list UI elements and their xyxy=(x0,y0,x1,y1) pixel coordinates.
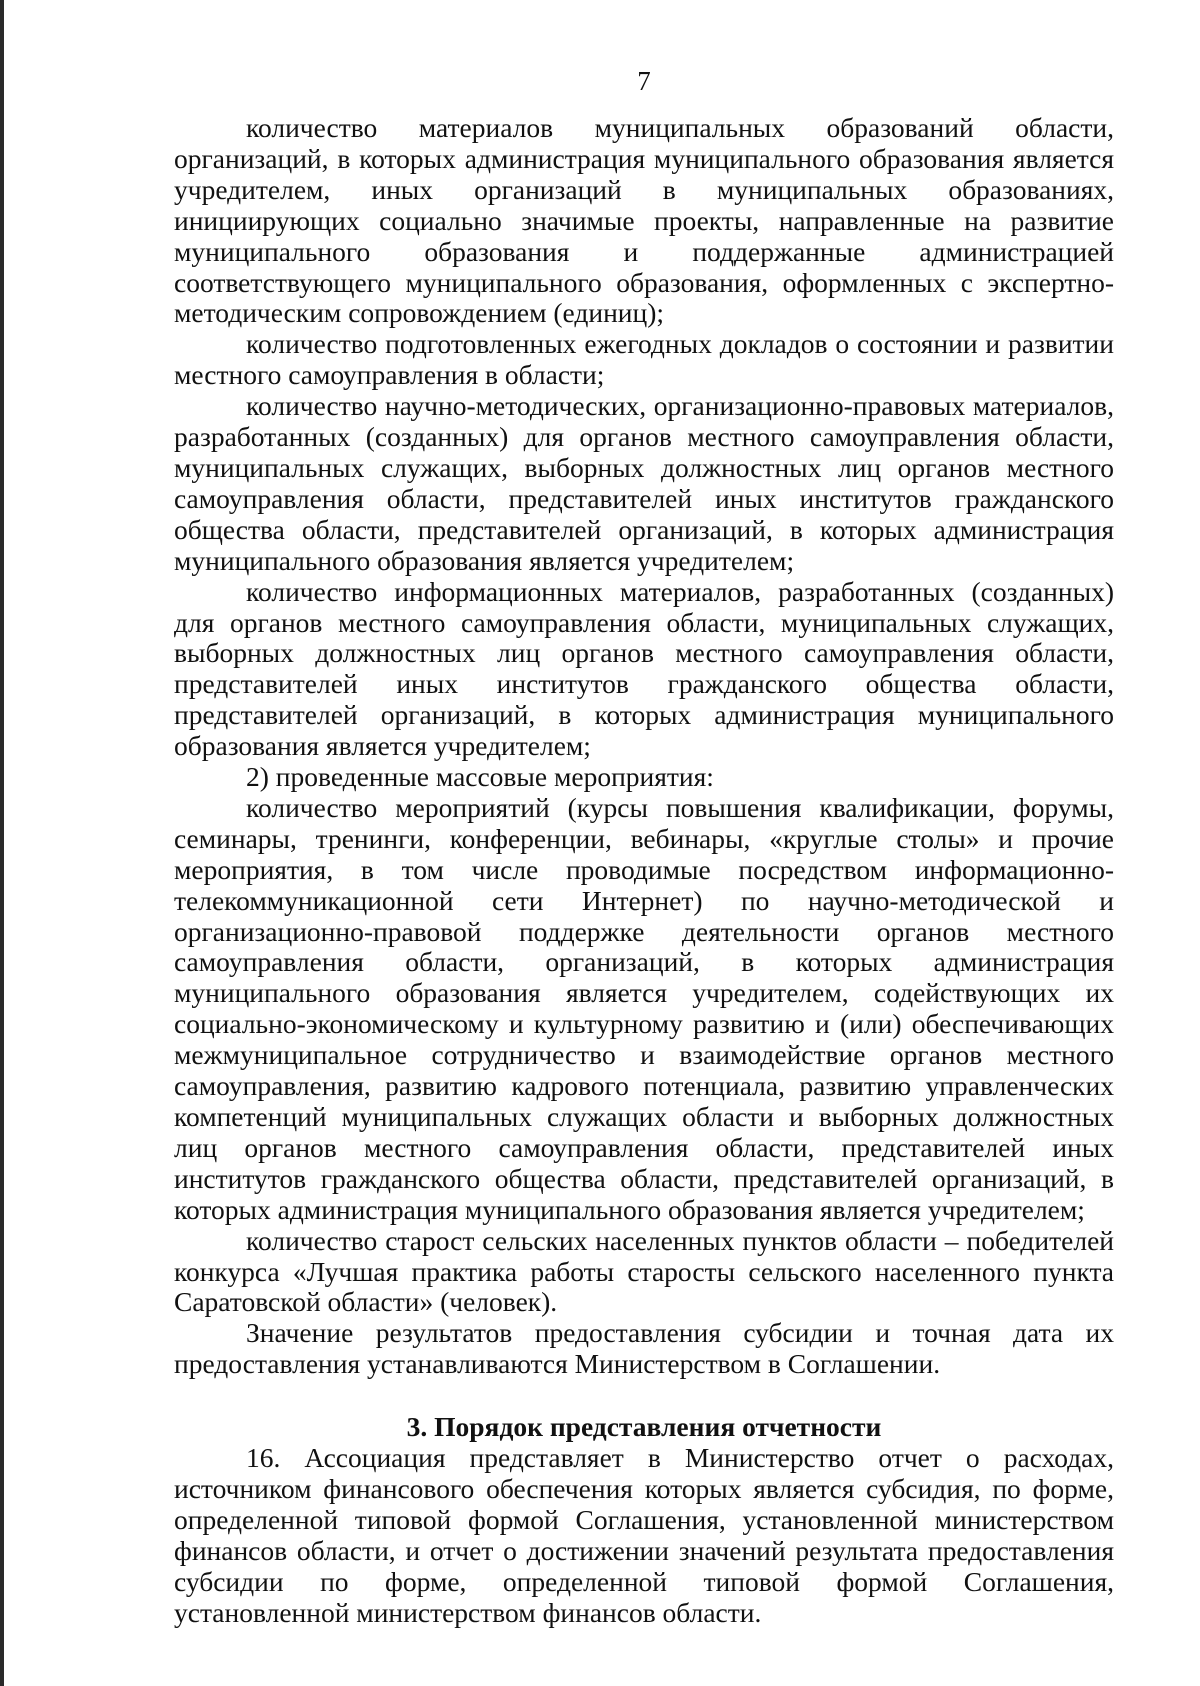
paragraph-results-value: Значение результатов предоставления субсидии и точная дата их предоставления устанавливаются Министерством в Соглашении. xyxy=(174,1317,1114,1380)
document-body xyxy=(174,113,1114,1629)
paragraph-reports-count: количество подготовленных ежегодных докладов о состоянии и развитии местного самоуправления в области; xyxy=(174,328,1114,391)
paragraph-mass-events-heading: 2) проведенные массовые мероприятия: xyxy=(246,761,714,793)
paragraph-events-count: количество мероприятий (курсы повышения квалификации, форумы, семинары, тренинги, конференции, вебинары, «круглые столы» и прочие мероприятия, в том числе проводимые посредством информационно-телекоммуникационной сети Интернет) по научно-методической и организационно-правовой поддержке деятельности органов местного самоуправления области, организаций, в которых администрация муниципального образования является учредителем, содействующих их социально-экономическому и культурному развитию и (или) обеспечивающих межмуниципальное сотрудничество и взаимодействие органов местного самоуправления, развитию кадрового потенциала, развитию управленческих компетенций муниципальных служащих области и выборных должностных лиц органов местного самоуправления области, представителей иных институтов гражданского общества области, представителей организаций, в которых администрация муниципального образования является учредителем; xyxy=(174,791,1114,1225)
page-number: 7 xyxy=(637,66,651,96)
paragraph-materials-count: количество материалов муниципальных образований области, организаций, в которых администрация муниципального образования является учредителем, иных организаций в муниципальных образованиях, инициирующих социально значимые проекты, направленные на развитие муниципального образования и поддержанные администрацией соответствующего муниципального образования, оформленных с экспертно-методическим сопровождением (единиц); xyxy=(174,112,1114,329)
paragraph-reporting-order: 16. Ассоциация представляет в Министерство отчет о расходах, источником финансового обеспечения которых является субсидия, по форме, определенной типовой формой Соглашения, установленной министерством финансов области, и отчет о достижении значений результата предоставления субсидии по форме, определенной типовой формой Соглашения, установленной министерством финансов области. xyxy=(174,1442,1114,1628)
scan-edge xyxy=(0,0,4,1686)
paragraph-methodical-materials: количество научно-методических, организационно-правовых материалов, разработанных (созданных) для органов местного самоуправления области, муниципальных служащих, выборных должностных лиц органов местного самоуправления области, представителей иных институтов гражданского общества области, представителей организаций, в которых администрация муниципального образования является учредителем; xyxy=(174,390,1114,576)
paragraph-information-materials: количество информационных материалов, разработанных (созданных) для органов местного самоуправления области, муниципальных служащих, выборных должностных лиц органов местного самоуправления области, представителей иных институтов гражданского общества области, представителей организаций, в которых администрация муниципального образования является учредителем; xyxy=(174,575,1114,762)
paragraph-headmen-count: количество старост сельских населенных пунктов области – победителей конкурса «Лучшая практика работы старосты сельского населенного пункта Саратовской области» (человек). xyxy=(174,1224,1114,1318)
section-heading: 3. Порядок представления отчетности xyxy=(406,1411,882,1443)
